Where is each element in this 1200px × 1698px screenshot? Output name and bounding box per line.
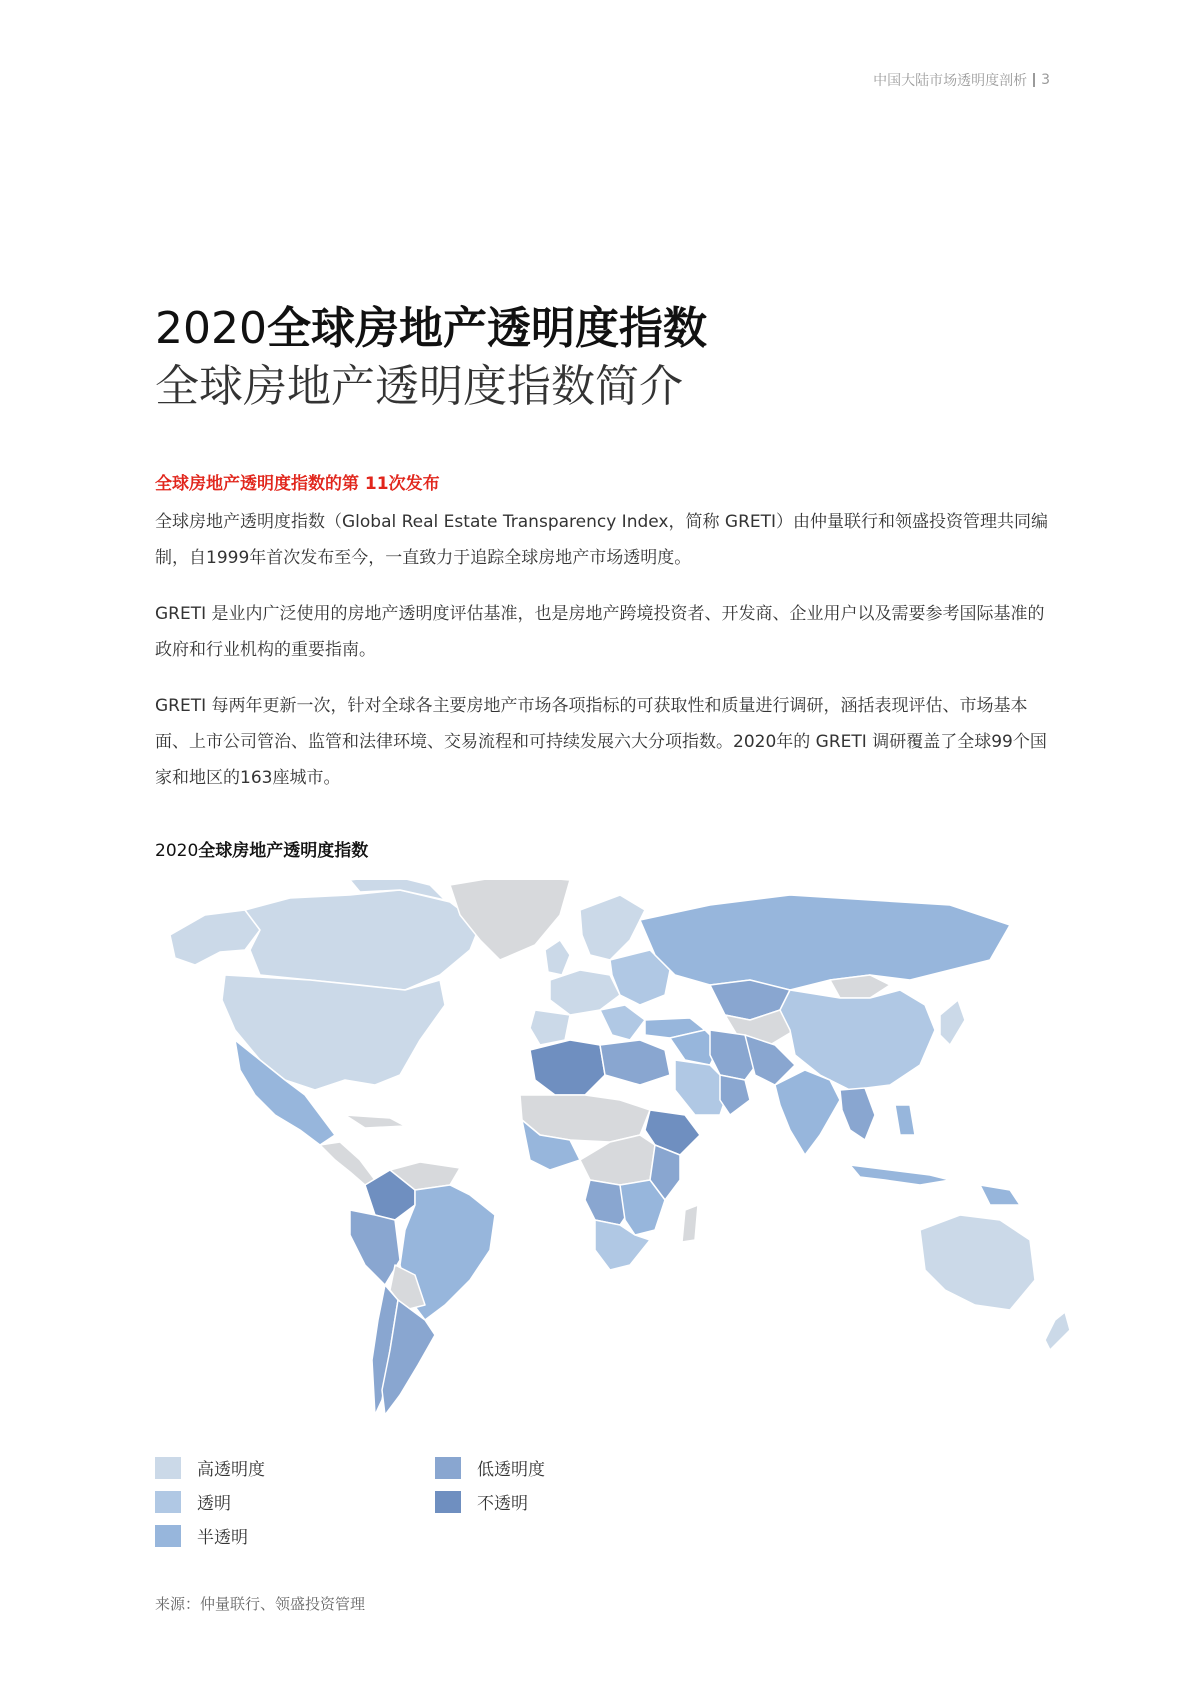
legend-item-opaque [435, 1489, 528, 1514]
region-iberia [530, 1010, 570, 1045]
map-title-year: 2020 [155, 841, 199, 861]
page-subtitle: 全球房地产透明度指数简介 [155, 361, 683, 412]
legend-label: 低透明度 [477, 1460, 545, 1480]
legend-swatch [435, 1457, 461, 1479]
legend-item-high [155, 1455, 265, 1480]
region-papua [980, 1185, 1020, 1205]
legend-label: 透明 [197, 1494, 231, 1514]
region-gulf-oman [720, 1075, 750, 1115]
region-libya-egypt [600, 1040, 670, 1085]
region-indonesia [850, 1165, 950, 1185]
world-map-svg [150, 880, 1150, 1440]
region-southeast-asia [840, 1088, 875, 1140]
region-canada [245, 890, 480, 990]
region-caribbean [345, 1115, 405, 1128]
region-central-america [320, 1142, 375, 1185]
page-title-year: 2020 [155, 303, 267, 354]
region-russia [640, 895, 1010, 990]
legend-swatch [155, 1491, 181, 1513]
legend-item-low [435, 1455, 545, 1480]
region-alaska [170, 910, 260, 965]
region-morocco-algeria [530, 1040, 605, 1095]
legend-swatch [435, 1491, 461, 1513]
legend-item-semi [155, 1523, 248, 1548]
header-divider [1033, 73, 1035, 87]
legend-swatch [155, 1525, 181, 1547]
intro-paragraph-2: GRETI 是业内广泛使用的房地产透明度评估基准，也是房地产跨境投资者、开发商、企业用户以及需要参考国际基准的政府和行业机构的重要指南。 [155, 604, 1045, 660]
page-title-main: 全球房地产透明度指数 [266, 303, 707, 354]
header-section-title: 中国大陆市场透明度剖析 [873, 73, 1028, 89]
region-central-africa [580, 1135, 655, 1185]
map-title [155, 836, 368, 861]
region-madagascar [682, 1205, 698, 1242]
page-title [155, 300, 707, 358]
region-philippines [895, 1105, 915, 1135]
region-uk-ireland [545, 940, 570, 975]
legend-label: 不透明 [477, 1494, 528, 1514]
section-heading: 全球房地产透明度指数的第 11次发布 [155, 474, 440, 494]
running-header [873, 70, 1050, 90]
region-italy-balkans [600, 1005, 645, 1040]
region-australia [920, 1215, 1035, 1310]
region-scandinavia [580, 895, 645, 960]
intro-paragraph-1: 全球房地产透明度指数（Global Real Estate Transparency Index，简称 GRETI）由仲量联行和领盛投资管理共同编制，自1999年首次发布至今，一直致力于追踪全球房地产市场透明度。 [155, 512, 1049, 568]
intro-paragraph-3: GRETI 每两年更新一次，针对全球各主要房地产市场各项指标的可获取性和质量进行调研，涵括表现评估、市场基本面、上市公司管治、监管和法律环境、交易流程和可持续发展六大分项指数。2020年的 GRETI 调研覆盖了全球99个国家和地区的163座城市。 [155, 696, 1047, 788]
legend-swatch [155, 1457, 181, 1479]
legend-item-transparent [155, 1489, 231, 1514]
legend-label: 半透明 [197, 1528, 248, 1548]
region-india [775, 1070, 840, 1155]
world-map [150, 880, 1150, 1440]
map-legend [155, 1455, 755, 1575]
region-new-zealand [1045, 1312, 1070, 1350]
legend-label: 高透明度 [197, 1460, 265, 1480]
title-block [155, 300, 707, 416]
map-title-text: 全球房地产透明度指数 [198, 841, 369, 861]
source-note: 来源：仲量联行、领盛投资管理 [155, 1595, 366, 1613]
page-number: 3 [1041, 72, 1050, 88]
region-korea-japan [940, 1000, 965, 1045]
intro-section [155, 470, 1050, 816]
